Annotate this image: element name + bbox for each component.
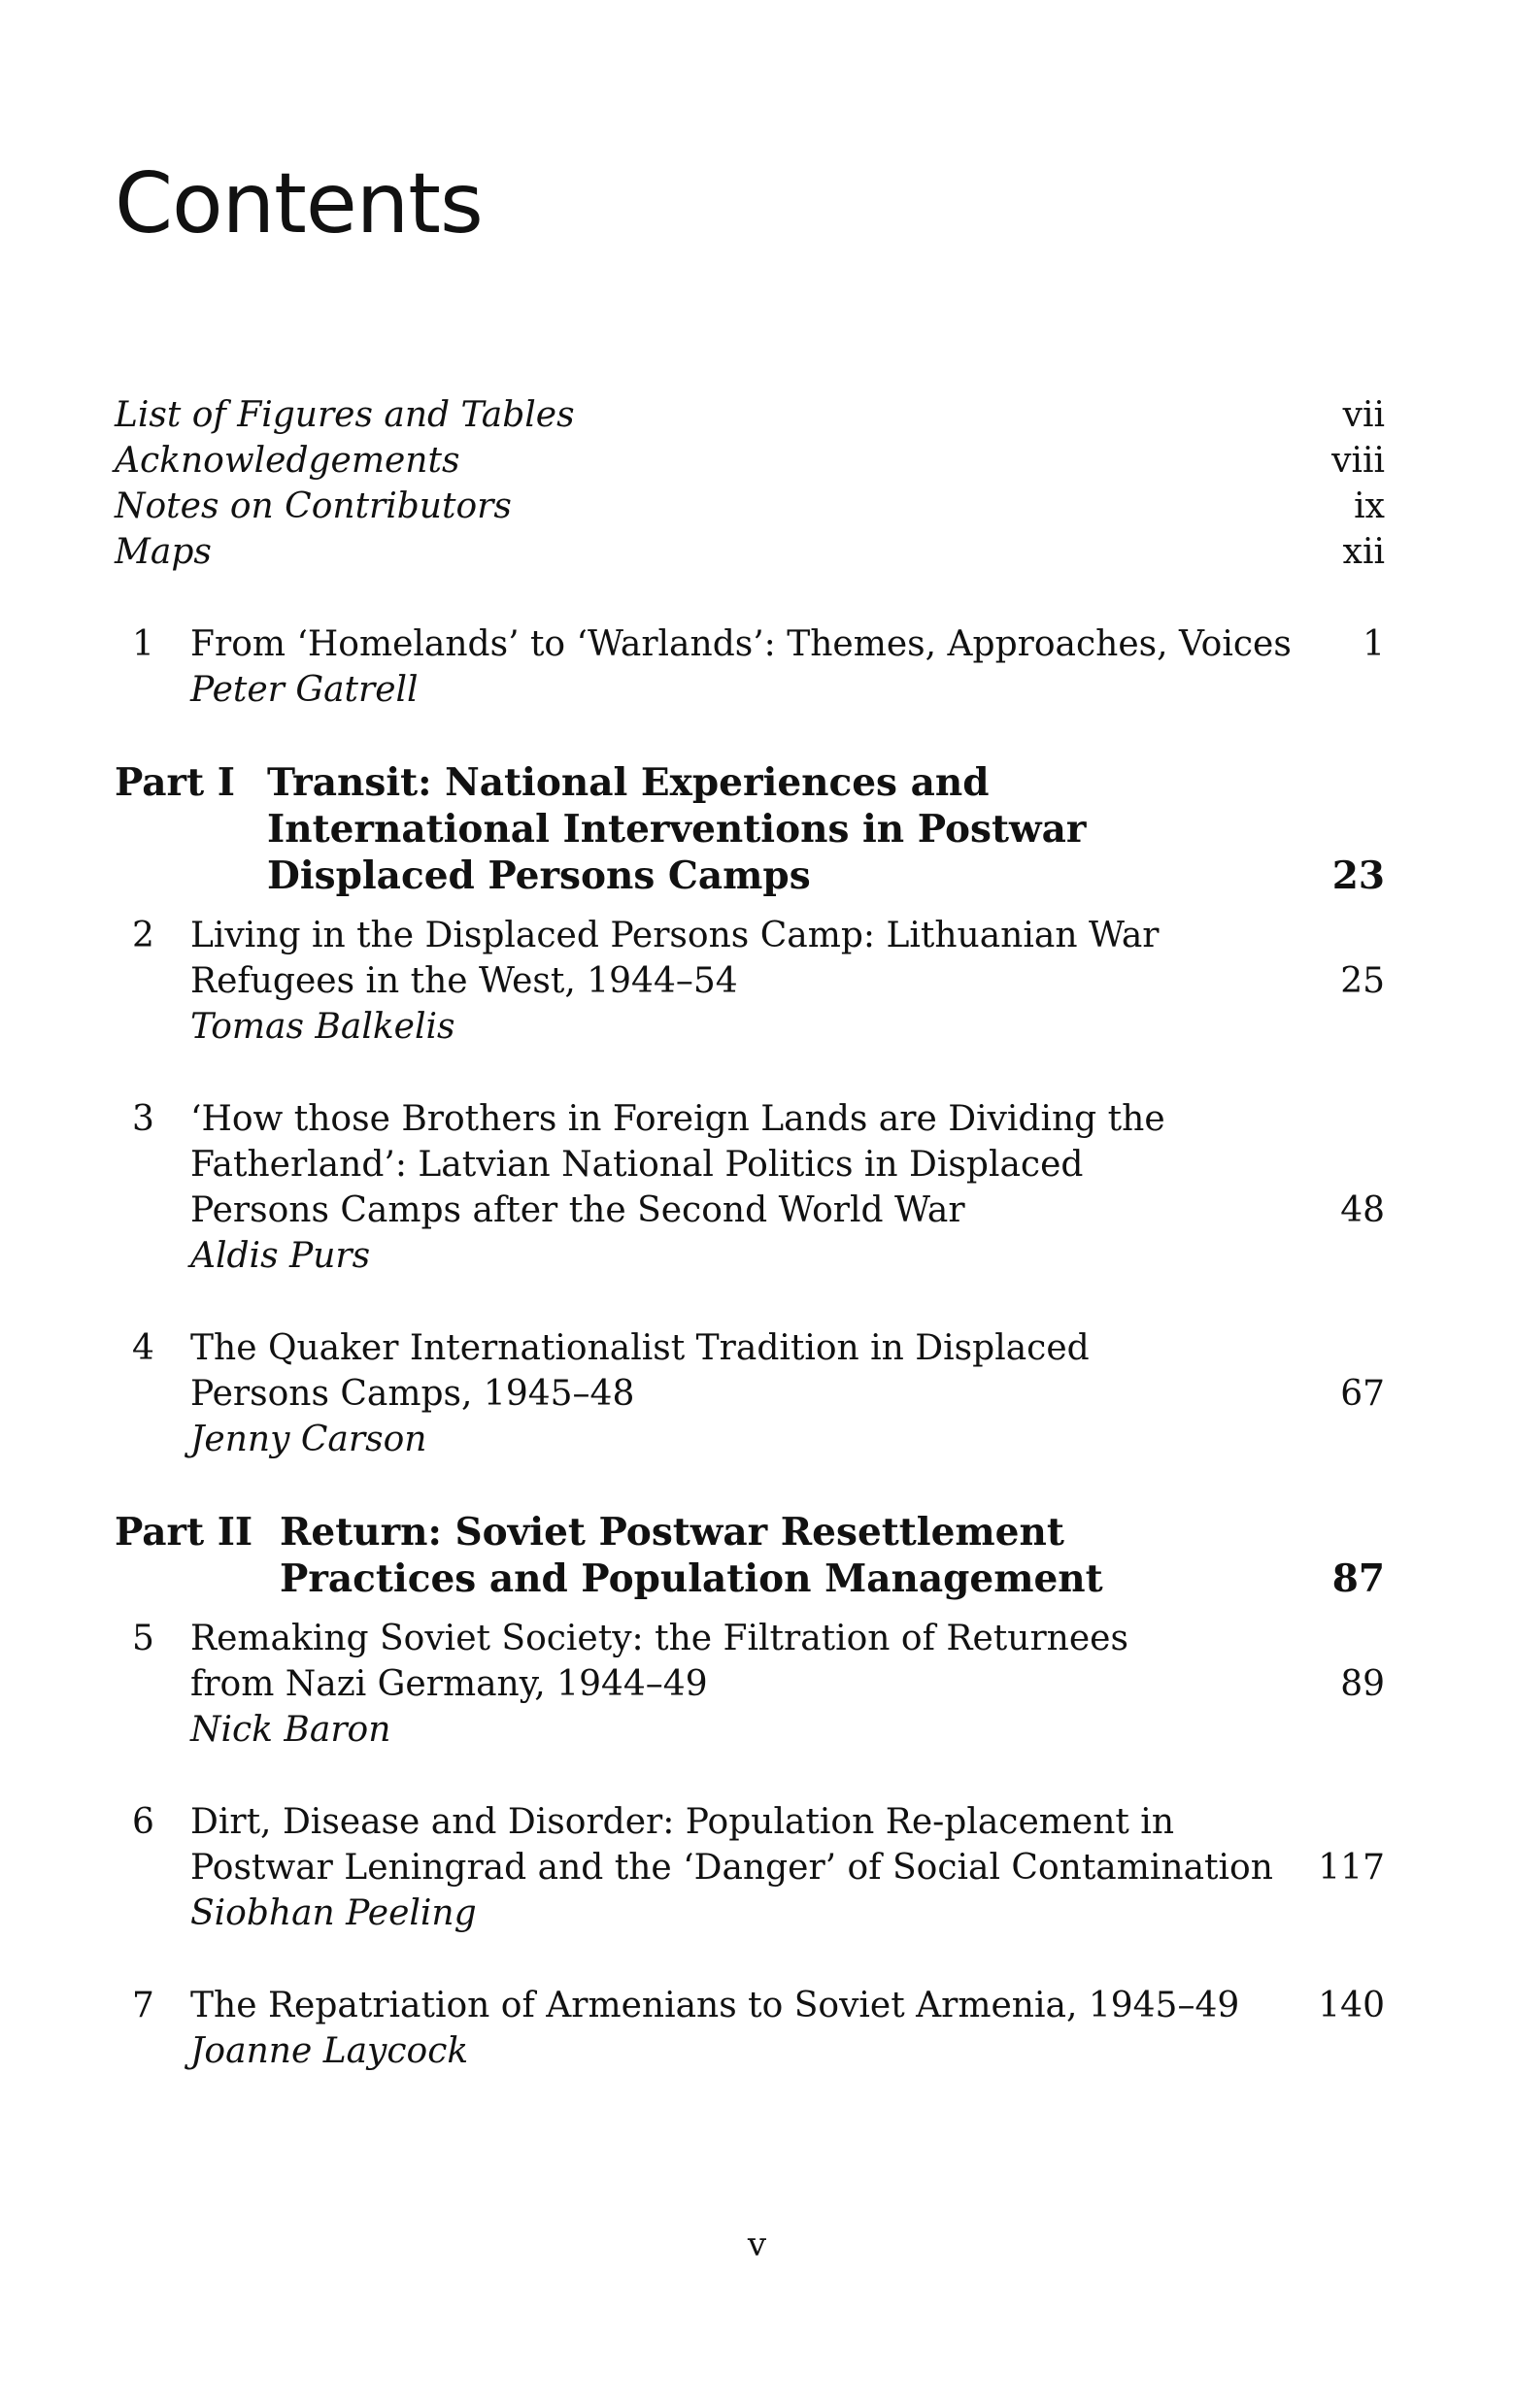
chapter-number: 3	[132, 1099, 154, 1139]
chapter-title-row	[190, 1371, 1385, 1417]
page-number: v	[747, 2225, 767, 2264]
chapter-author: Aldis Purs	[190, 1236, 371, 1276]
chapter-page: 48	[1340, 1190, 1385, 1230]
chapter-body	[190, 1325, 1385, 1462]
toc-chapter-1	[115, 621, 1385, 713]
toc-entry-page: ix	[1354, 486, 1385, 526]
chapter-number: 5	[132, 1619, 154, 1658]
part-title-row	[280, 1555, 1385, 1602]
chapter-title-line: Postwar Leningrad and the ‘Danger’ of Social Contamination	[190, 1848, 1273, 1888]
toc-chapter-7	[115, 1983, 1385, 2074]
chapter-title-line: The Quaker Internationalist Tradition in Displaced	[190, 1328, 1090, 1368]
toc-entry-label: Notes on Contributors	[115, 486, 512, 526]
toc-part-1	[115, 759, 1385, 899]
chapter-title-line: Persons Camps after the Second World War	[190, 1190, 965, 1230]
toc-entry-label: List of Figures and Tables	[115, 395, 575, 435]
chapter-body	[190, 913, 1385, 1050]
chapter-title-row	[190, 1661, 1385, 1707]
chapter-body	[190, 1096, 1385, 1279]
chapter-title-line: Living in the Displaced Persons Camp: Lithuanian War	[190, 916, 1160, 955]
chapter-title-line: Fatherland’: Latvian National Politics in Displaced	[190, 1145, 1084, 1185]
toc-part-2	[115, 1509, 1385, 1602]
toc-entry-maps	[115, 529, 1385, 575]
toc-chapter-4	[115, 1325, 1385, 1462]
chapter-author: Peter Gatrell	[190, 670, 419, 710]
toc-entry-page: xii	[1342, 532, 1385, 572]
part-title-line: International Interventions in Postwar	[267, 807, 1087, 852]
chapter-body	[190, 1983, 1385, 2074]
toc-entry-page: viii	[1331, 441, 1385, 481]
chapter-number: 1	[132, 624, 154, 664]
chapter-title-line: Dirt, Disease and Disorder: Population Re-placement in	[190, 1802, 1175, 1842]
part-title-line: Return: Soviet Postwar Resettlement	[280, 1510, 1064, 1555]
chapter-page: 1	[1363, 624, 1385, 664]
chapter-page: 67	[1340, 1374, 1385, 1414]
page-title: Contents	[115, 155, 483, 252]
chapter-author: Nick Baron	[190, 1710, 391, 1750]
chapter-page: 25	[1340, 961, 1385, 1001]
chapter-author: Jenny Carson	[190, 1420, 427, 1459]
chapter-title-line: ‘How those Brothers in Foreign Lands are Dividing the	[190, 1099, 1165, 1139]
chapter-author: Tomas Balkelis	[190, 1007, 455, 1047]
chapter-author: Joanne Laycock	[190, 2031, 469, 2071]
chapter-title-row	[190, 1845, 1385, 1890]
part-title	[280, 1509, 1385, 1602]
chapter-title-line: Remaking Soviet Society: the Filtration of Returnees	[190, 1619, 1128, 1658]
chapter-page: 117	[1318, 1848, 1385, 1888]
chapter-page: 89	[1340, 1664, 1385, 1704]
toc-chapter-3	[115, 1096, 1385, 1279]
chapter-page: 140	[1318, 1986, 1385, 2025]
toc-chapter-5	[115, 1616, 1385, 1753]
toc-entry-acknowledgements	[115, 438, 1385, 484]
toc-entry-figures	[115, 392, 1385, 438]
part-title-line: Displaced Persons Camps	[267, 853, 811, 898]
chapter-author: Siobhan Peeling	[190, 1893, 477, 1933]
part-page: 23	[1331, 853, 1385, 898]
part-title-line: Transit: National Experiences and	[267, 760, 990, 805]
toc-entry-page: vii	[1342, 395, 1385, 435]
chapter-number: 6	[132, 1802, 154, 1842]
toc-chapter-6	[115, 1799, 1385, 1936]
chapter-number: 7	[132, 1986, 154, 2025]
toc-chapter-2	[115, 913, 1385, 1050]
table-of-contents	[115, 392, 1385, 2121]
chapter-title-line: from Nazi Germany, 1944–49	[190, 1664, 708, 1704]
part-page: 87	[1331, 1556, 1385, 1601]
part-label: Part I	[115, 760, 235, 805]
chapter-title-line: The Repatriation of Armenians to Soviet Armenia, 1945–49	[190, 1986, 1240, 2025]
chapter-title-row	[190, 1983, 1385, 2028]
toc-entry-contributors	[115, 484, 1385, 529]
part-title-row	[267, 853, 1385, 899]
chapter-body	[190, 621, 1385, 713]
chapter-title-row	[190, 958, 1385, 1004]
toc-entry-label: Maps	[115, 532, 212, 572]
chapter-body	[190, 1799, 1385, 1936]
chapter-number: 4	[132, 1328, 154, 1368]
front-matter	[115, 392, 1385, 575]
chapter-title-row	[190, 621, 1385, 667]
chapter-title-line: Persons Camps, 1945–48	[190, 1374, 635, 1414]
toc-entry-label: Acknowledgements	[115, 441, 460, 481]
part-title	[267, 759, 1385, 899]
chapter-body	[190, 1616, 1385, 1753]
part-label: Part II	[115, 1510, 253, 1555]
part-title-line: Practices and Population Management	[280, 1556, 1103, 1601]
chapter-title-line: From ‘Homelands’ to ‘Warlands’: Themes, Approaches, Voices	[190, 624, 1292, 664]
chapter-title-row	[190, 1187, 1385, 1233]
chapter-title-line: Refugees in the West, 1944–54	[190, 961, 738, 1001]
chapter-number: 2	[132, 916, 154, 955]
